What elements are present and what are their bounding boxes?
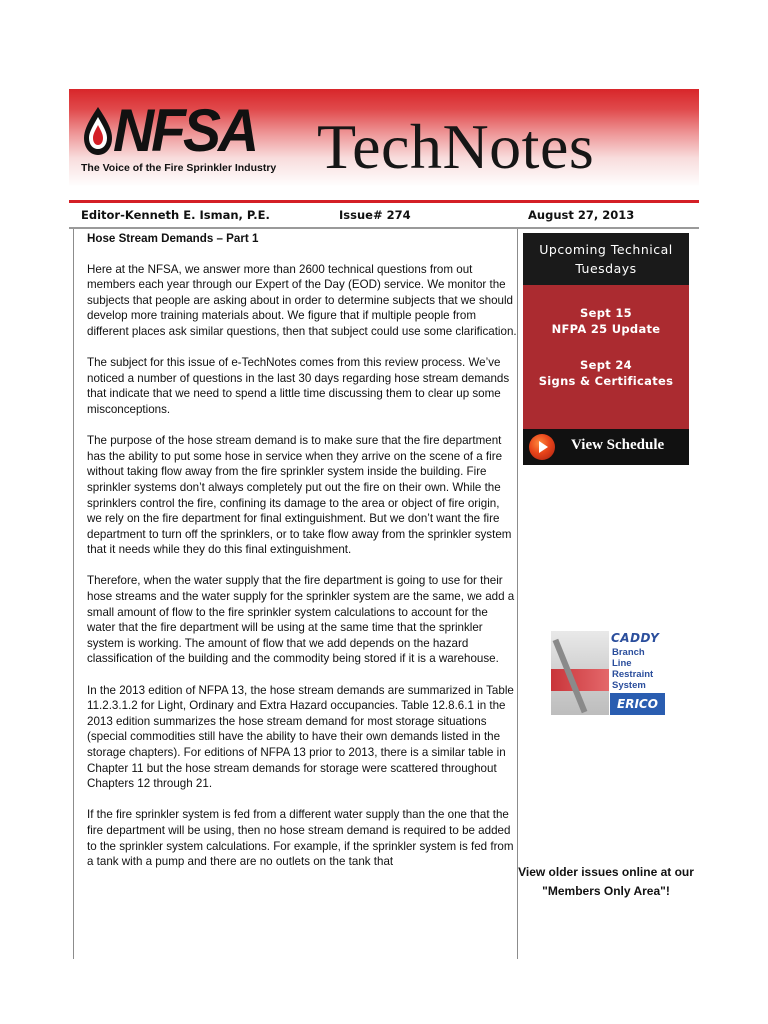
- ad-line: Branch Line: [612, 647, 645, 669]
- article: [73, 229, 518, 959]
- issue-number: Issue# 274: [339, 208, 411, 222]
- article-paragraph: The subject for this issue of e-TechNotes comes from this review process. We’ve noticed a number of questions in the last 30 days regarding hose stream demands that indicate that we need to spend a little time discussing them to clear up some misconceptions.: [87, 356, 510, 416]
- event-date: Sept 15: [580, 306, 632, 320]
- event-date: Sept 24: [580, 358, 632, 372]
- article-title: Hose Stream Demands – Part 1: [87, 232, 259, 245]
- sidebar: [518, 229, 699, 959]
- logo-tagline: The Voice of the Fire Sprinkler Industry: [81, 162, 277, 174]
- issue-date: August 27, 2013: [528, 208, 635, 222]
- caddy-erico-ad[interactable]: [551, 629, 665, 717]
- view-schedule-button[interactable]: [523, 429, 689, 465]
- event-item[interactable]: [523, 357, 689, 389]
- article-paragraph: If the fire sprinkler system is fed from a different water supply than the one that the fire department will be using, then no hose stream demand is required to be added to the sprinkler system calculations. For example, if the sprinkler system is fed from a tank with a pump and there are no outlets on the tank that: [87, 808, 514, 869]
- article-paragraph: In the 2013 edition of NFPA 13, the hose stream demands are summarized in Table 11.2.3.1.2 for Light, Ordinary and Extra Hazard occupancies. Table 12.8.6.1 in the 2013 edition summarizes the hose stream demand for most storage situations (special commodities still have the ability to have their own demands listed in the storage chapters). For editions of NFPA 13 prior to 2013, there is a similar table in Chapter 11 but the hose stream demands for storage were scattered throughout Chapters 12 through 21.: [87, 683, 514, 791]
- events-panel: [523, 285, 689, 429]
- article-paragraph: Therefore, when the water supply that the fire department is going to use for their hose streams and the water supply for the sprinkler system are the same, we add a small amount of flow to the fire sprinkler system calculations to account for the water that the fire department will be using at the same time that the sprinkler system is working. The amount of flow that we add depends on the hazard classification of the building and the commodity being stored if it is a warehouse.: [87, 574, 515, 666]
- event-title: NFPA 25 Update: [551, 322, 661, 336]
- event-item[interactable]: [523, 305, 689, 337]
- newsletter-page: [69, 89, 699, 959]
- ad-line: Restraint: [612, 669, 654, 680]
- editor-label: Editor-Kenneth E. Isman, P.E.: [81, 208, 270, 222]
- nfsa-logo: [81, 97, 291, 174]
- content-area: [69, 229, 699, 959]
- ad-text: [612, 647, 666, 691]
- ad-line: System: [612, 680, 646, 691]
- play-icon: [529, 434, 555, 460]
- ad-company: ERICO: [610, 693, 665, 715]
- ad-product-photo: [551, 631, 609, 715]
- article-paragraph: Here at the NFSA, we answer more than 2600 technical questions from out members each year through our Expert of the Day (EOD) service. We monitor the subjects that people are asking about in order to determine subjects that we should develop more training materials about. We figure that if multiple people from different places ask similar questions, then that subject could use some clarification.: [87, 262, 517, 338]
- event-title: Signs & Certificates: [538, 374, 674, 388]
- ad-brand: CADDY: [611, 631, 660, 645]
- article-paragraph: The purpose of the hose stream demand is to make sure that the fire department has the ability to put some hose in service when they arrive on the scene of a fire without taking flow away from the fire sprinkler system inside the building. Fire sprinkler systems don’t always completely put out the fire on their own. While the sprinklers control the fire, confining its damage to the area or object of fire origin, we rely on the fire department for final extinguishment. But we don’t want the fire department to turn off the sprinklers, or to take flow away from the sprinkler system that it needs while they do this final extinguishment.: [87, 434, 512, 557]
- flame-drop-icon: [81, 105, 115, 157]
- view-schedule-label: View Schedule: [571, 437, 665, 453]
- logo-wordmark: NFSA: [113, 97, 257, 165]
- info-bar: [69, 203, 699, 229]
- newsletter-title: TechNotes: [317, 111, 595, 182]
- upcoming-heading: Upcoming Technical Tuesdays: [523, 233, 689, 285]
- header-banner: [69, 89, 699, 203]
- older-issues-link[interactable]: View older issues online at our "Members Only Area"!: [518, 865, 694, 898]
